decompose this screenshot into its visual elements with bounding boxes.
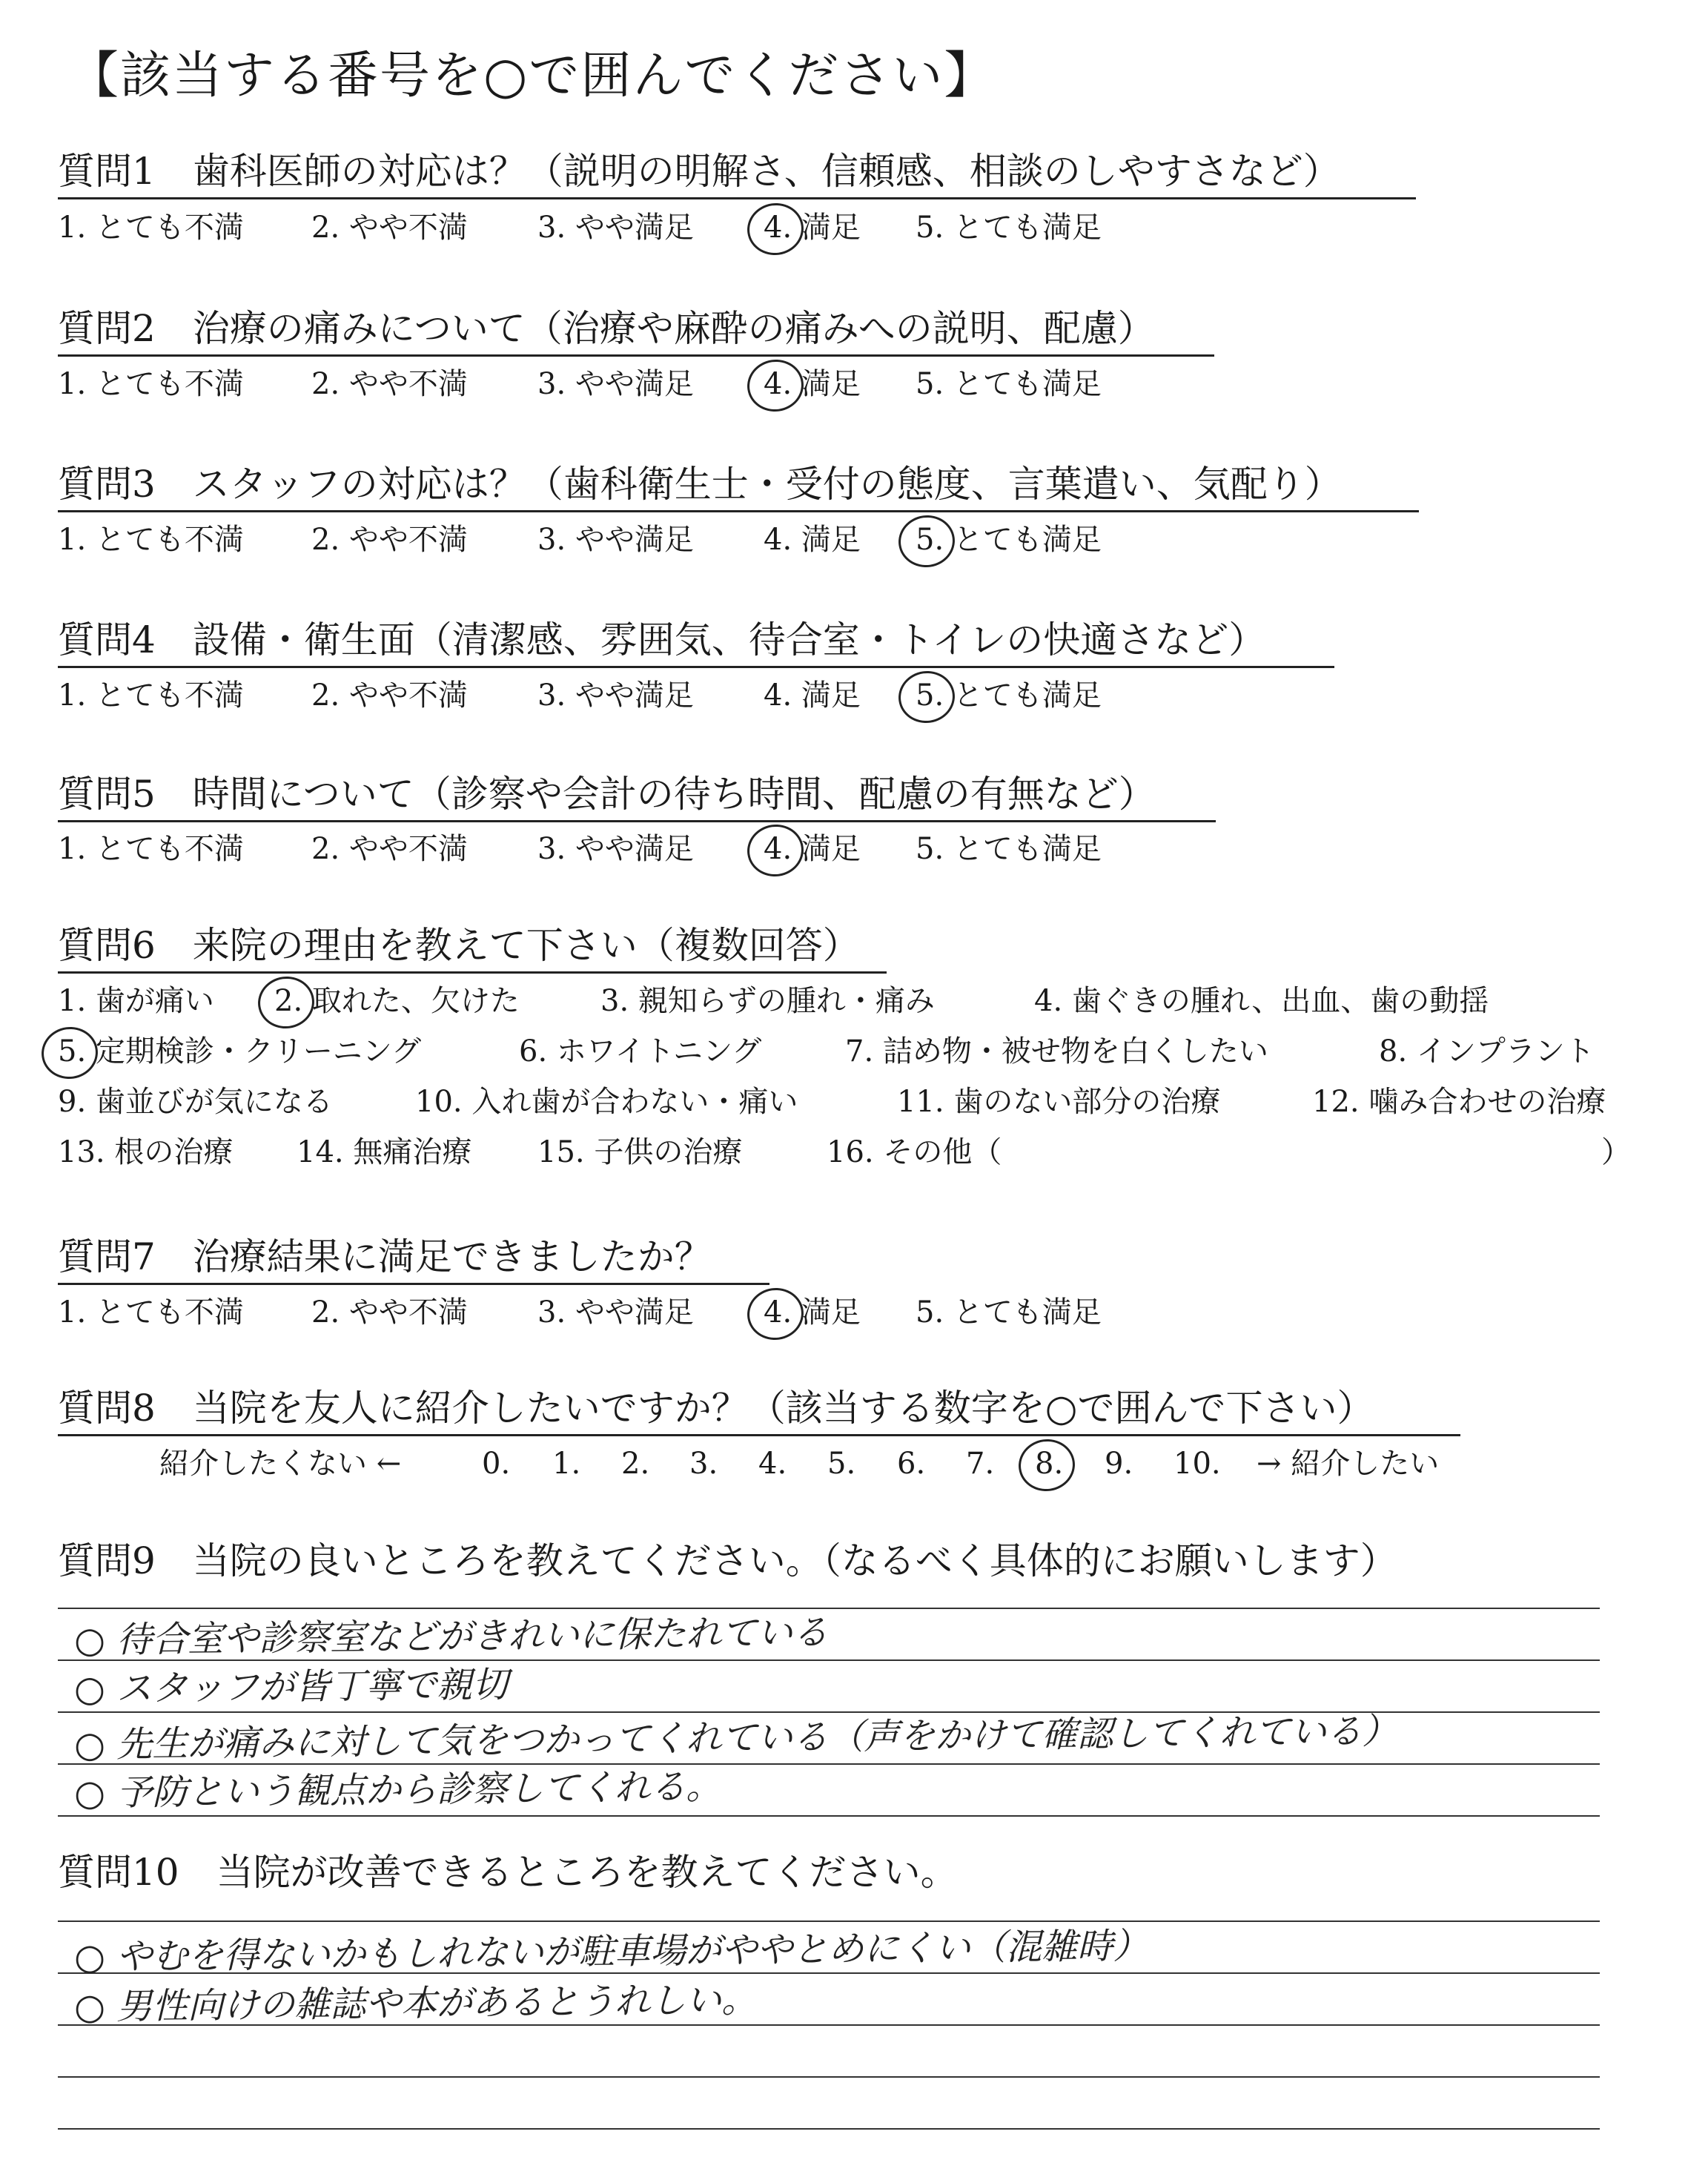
q7-option-4[interactable]: 4. 満足 [764,1295,861,1330]
q4-option-5[interactable]: 5. とても満足 [916,678,1102,713]
q8-selection-circle [1015,1436,1078,1495]
q1-option-4[interactable]: 4. 満足 [764,211,861,245]
q6-option-3[interactable]: 3. 親知らずの腫れ・痛み [600,984,935,1018]
q2-selection-circle [744,356,807,415]
q7-option-2[interactable]: 2. やや不満 [311,1295,468,1330]
q6-option-12[interactable]: 12. 噛み合わせの治療 [1312,1085,1606,1119]
q6-option-6[interactable]: 6. ホワイトニング [519,1034,762,1069]
q6-option-8[interactable]: 8. インプラント [1379,1034,1595,1069]
q3-option-5[interactable]: 5. とても満足 [916,523,1102,557]
q9-rule-2 [58,1659,1600,1661]
q6-option-11[interactable]: 11. 歯のない部分の治療 [897,1085,1221,1119]
q9-answer-2[interactable]: ○ スタッフが皆丁寧で親切 [73,1663,509,1711]
q6-option-7[interactable]: 7. 詰め物・被せ物を白くしたい [845,1034,1268,1069]
q7-option-1[interactable]: 1. とても不満 [58,1295,244,1330]
q8-number-6[interactable]: 6. [897,1447,926,1481]
q2-underline [58,354,1214,357]
q2-heading: 質問2 治療の痛みについて（治療や麻酔の痛みへの説明、配慮） [58,307,1155,350]
q3-option-3[interactable]: 3. やや満足 [537,523,694,557]
q8-number-10[interactable]: 10. [1174,1447,1221,1481]
q9-answer-3[interactable]: ○ 先生が痛みに対して気をつかってくれている（声をかけて確認してくれている） [73,1710,1398,1766]
q4-option-3[interactable]: 3. やや満足 [537,678,694,713]
q10-rule-5 [58,2128,1600,2130]
q5-heading: 質問5 時間について（診察や会計の待ち時間、配慮の有無など） [58,773,1156,816]
q8-heading: 質問8 当院を友人に紹介したいですか？（該当する数字を○で囲んで下さい） [58,1387,1374,1430]
q3-option-2[interactable]: 2. やや不満 [311,523,468,557]
q9-rule-1 [58,1608,1600,1609]
q6-underline [58,971,887,974]
q4-selection-circle [895,667,958,727]
q10-rule-4 [58,2076,1600,2078]
q5-option-3[interactable]: 3. やや満足 [537,832,694,866]
q6-option-16[interactable]: 16. その他（ [827,1135,1002,1169]
q2-option-2[interactable]: 2. やや不満 [311,367,468,401]
q6-option-14[interactable]: 14. 無痛治療 [297,1135,472,1169]
q10-answer-2[interactable]: ○ 男性向けの雑誌や本があるとうれしい。 [73,1979,758,2028]
q4-underline [58,666,1334,668]
q8-number-0[interactable]: 0. [482,1447,511,1481]
q1-option-2[interactable]: 2. やや不満 [311,211,468,245]
q6-option-5[interactable]: 5. 定期検診・クリーニング [58,1034,422,1069]
q3-selection-circle [895,512,958,571]
q8-number-4[interactable]: 4. [758,1447,787,1481]
q1-option-1[interactable]: 1. とても不満 [58,211,244,245]
q4-option-1[interactable]: 1. とても不満 [58,678,244,713]
q7-option-5[interactable]: 5. とても満足 [916,1295,1102,1330]
q5-selection-circle [744,821,807,880]
q1-selection-circle [744,199,807,259]
q8-underline [58,1434,1460,1436]
q6-heading: 質問6 来院の理由を教えて下さい（複数回答） [58,924,860,967]
q9-answer-4[interactable]: ○ 予防という観点から診察してくれる。 [73,1766,722,1814]
q10-rule-1 [58,1920,1600,1922]
q7-heading: 質問7 治療結果に満足できましたか？ [58,1235,712,1278]
q10-heading: 質問10 当院が改善できるところを教えてください。 [58,1851,958,1894]
q3-option-4[interactable]: 4. 満足 [764,523,861,557]
q5-option-1[interactable]: 1. とても不満 [58,832,244,866]
q8-left-label: 紹介したくない ← [159,1447,402,1481]
q3-underline [58,510,1419,512]
q1-option-3[interactable]: 3. やや満足 [537,211,694,245]
q5-underline [58,820,1216,822]
page-title: 【該当する番号を○で囲んでください】 [68,47,996,105]
q3-option-1[interactable]: 1. とても不満 [58,523,244,557]
q9-rule-5 [58,1815,1600,1817]
q4-option-2[interactable]: 2. やや不満 [311,678,468,713]
q7-underline [58,1283,769,1285]
q6-option-9[interactable]: 9. 歯並びが気になる [58,1085,333,1119]
q2-option-3[interactable]: 3. やや満足 [537,367,694,401]
q6-selection-circle-2 [254,973,317,1032]
q8-right-label: → 紹介したい [1257,1447,1440,1481]
q7-option-3[interactable]: 3. やや満足 [537,1295,694,1330]
q5-option-4[interactable]: 4. 満足 [764,832,861,866]
q6-option-15[interactable]: 15. 子供の治療 [537,1135,743,1169]
q4-heading: 質問4 設備・衛生面（清潔感、雰囲気、待合室・トイレの快適さなど） [58,618,1266,661]
q2-option-4[interactable]: 4. 満足 [764,367,861,401]
q4-option-4[interactable]: 4. 満足 [764,678,861,713]
q8-number-9[interactable]: 9. [1105,1447,1133,1481]
q5-option-5[interactable]: 5. とても満足 [916,832,1102,866]
q6-option-13[interactable]: 13. 根の治療 [58,1135,234,1169]
q1-option-5[interactable]: 5. とても満足 [916,211,1102,245]
q8-number-1[interactable]: 1. [552,1447,581,1481]
q8-number-3[interactable]: 3. [689,1447,718,1481]
q10-answer-1[interactable]: ○ やむを得ないかもしれないが駐車場がややとめにくい（混雑時） [73,1925,1149,1978]
q2-option-1[interactable]: 1. とても不満 [58,367,244,401]
q5-option-2[interactable]: 2. やや不満 [311,832,468,866]
q2-option-5[interactable]: 5. とても満足 [916,367,1102,401]
q6-option-2[interactable]: 2. 取れた、欠けた [274,984,520,1018]
q9-heading: 質問9 当院の良いところを教えてください。（なるべく具体的にお願いします） [58,1539,1397,1582]
q9-answer-1[interactable]: ○ 待合室や診察室などがきれいに保たれている [73,1611,829,1662]
q1-heading: 質問1 歯科医師の対応は？（説明の明解さ、信頼感、相談のしやすさなど） [58,150,1340,193]
q6-selection-circle-5 [38,1023,101,1083]
q6-option-10[interactable]: 10. 入れ歯が合わない・痛い [415,1085,798,1119]
q8-number-8[interactable]: 8. [1035,1447,1064,1481]
q7-selection-circle [744,1284,807,1344]
q1-underline [58,197,1416,199]
q6-option-1[interactable]: 1. 歯が痛い [58,984,214,1018]
q8-number-2[interactable]: 2. [621,1447,650,1481]
q8-number-7[interactable]: 7. [966,1447,995,1481]
q6-option-16-close: ） [1601,1135,1631,1169]
q3-heading: 質問3 スタッフの対応は？（歯科衛生士・受付の態度、言葉遣い、気配り） [58,463,1342,506]
q6-option-4[interactable]: 4. 歯ぐきの腫れ、出血、歯の動揺 [1034,984,1489,1018]
q8-number-5[interactable]: 5. [827,1447,856,1481]
